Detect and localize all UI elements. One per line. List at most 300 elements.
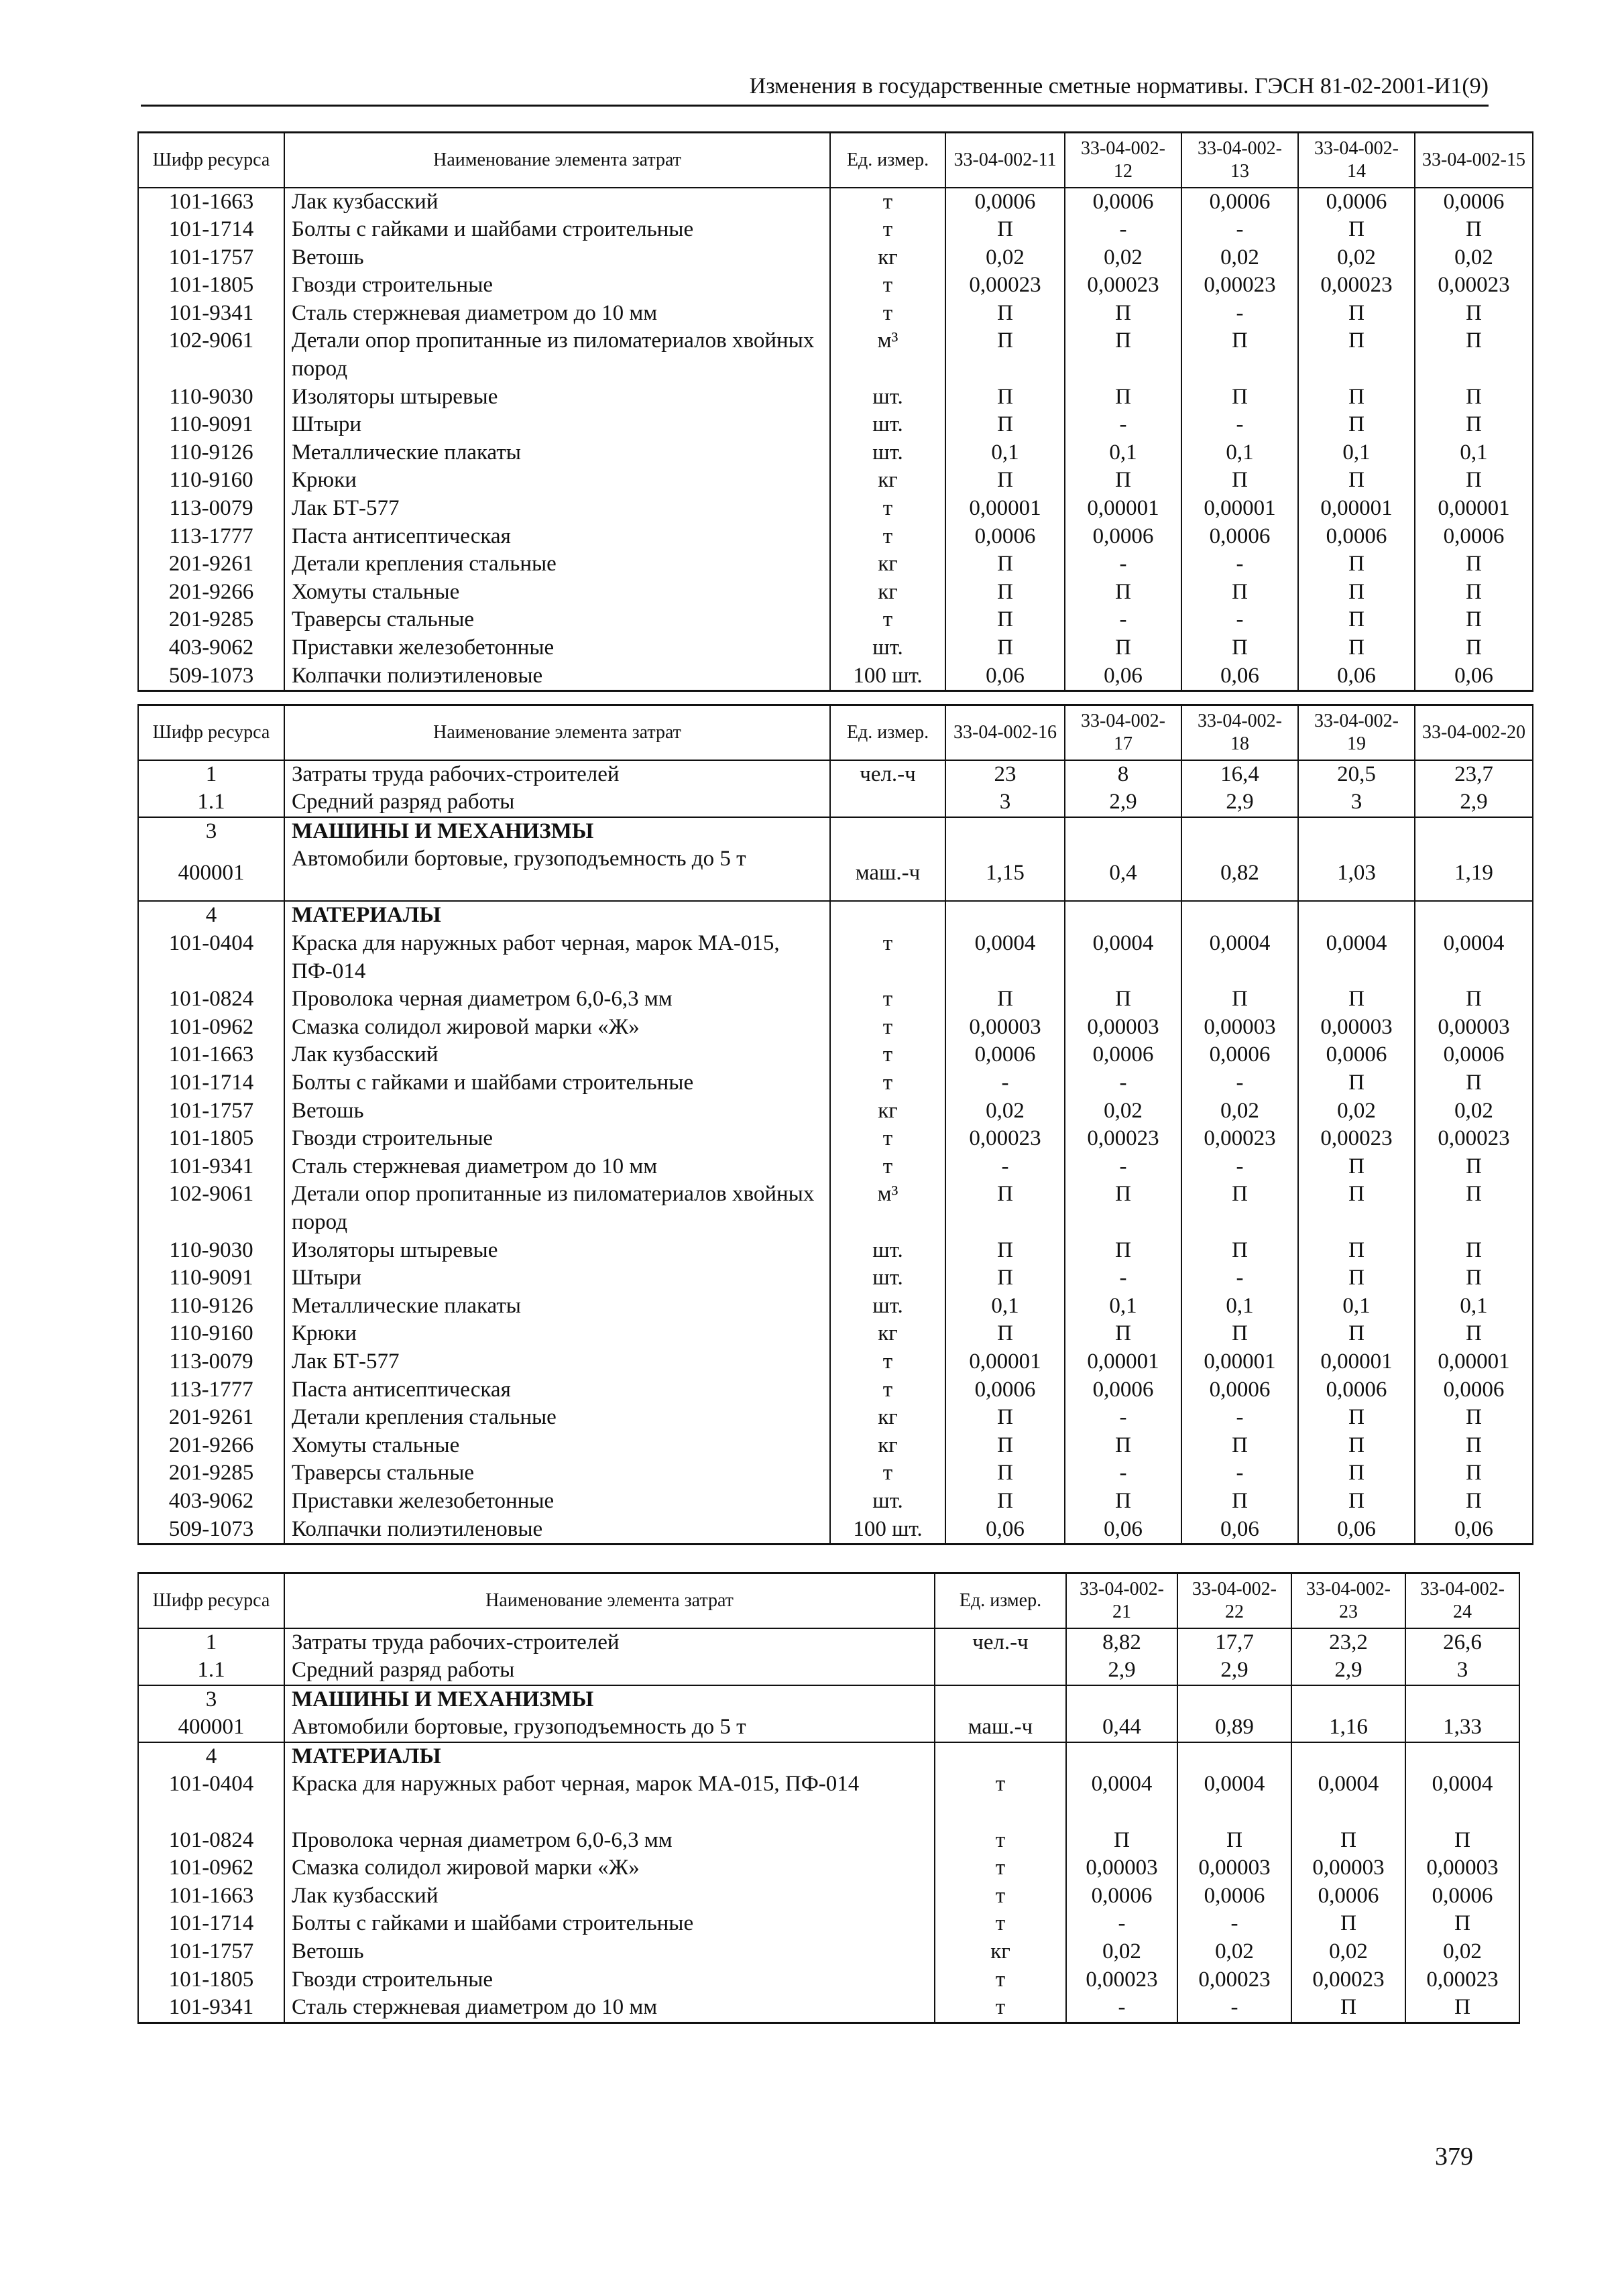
resource-code: 101-1714 [138, 216, 284, 244]
resource-name: Детали опор пропитанные из пиломатериалов хвойных пород [284, 1181, 830, 1236]
norm-value [1298, 901, 1415, 930]
norm-value: 0,06 [945, 662, 1065, 691]
resource-name: Крюки [284, 467, 830, 495]
norm-value: 0,00023 [1291, 1966, 1405, 1994]
resource-unit: чел.-ч [830, 760, 945, 789]
header-norm-code: 33-04-002-15 [1415, 133, 1533, 188]
resource-code: 101-0404 [138, 1770, 284, 1826]
norm-value: 17,7 [1177, 1628, 1291, 1657]
resource-code: 201-9261 [138, 1404, 284, 1432]
norm-value: 0,02 [1066, 1938, 1177, 1966]
norm-value: 0,0006 [1415, 523, 1533, 551]
norm-value [1291, 1742, 1405, 1771]
resource-code: 110-9030 [138, 1237, 284, 1265]
norm-value: П [945, 1320, 1065, 1348]
norm-value: П [1298, 1459, 1415, 1488]
norm-value: 0,1 [1065, 1292, 1181, 1321]
norm-value: 0,00023 [945, 271, 1065, 300]
norm-value [945, 901, 1065, 930]
norm-value: 0,1 [1298, 439, 1415, 467]
norm-value: П [1415, 1459, 1533, 1488]
resource-unit: шт. [830, 1237, 945, 1265]
norm-value: 0,06 [945, 1516, 1065, 1545]
resource-code: 101-1663 [138, 1882, 284, 1911]
table-header-row [138, 133, 1533, 188]
norm-value: П [1181, 1237, 1298, 1265]
norm-value: 1,19 [1415, 845, 1533, 901]
norm-value: - [1065, 216, 1181, 244]
norm-value: - [1181, 411, 1298, 439]
norm-value: П [1065, 634, 1181, 662]
resource-name: Смазка солидол жировой марки «Ж» [284, 1014, 830, 1042]
norm-value: П [1298, 1181, 1415, 1236]
resource-name: Металлические плакаты [284, 1292, 830, 1321]
header-name: Наименование элемента затрат [284, 705, 830, 760]
resource-unit: маш.-ч [830, 845, 945, 901]
norm-value: П [945, 985, 1065, 1014]
resource-code: 101-0962 [138, 1854, 284, 1882]
norm-value: 0,00003 [1066, 1854, 1177, 1882]
norm-value: - [1181, 1404, 1298, 1432]
header-norm-code: 33-04-002-17 [1065, 705, 1181, 760]
resource-unit: т [830, 606, 945, 634]
norm-value: П [1298, 1404, 1415, 1432]
table-row [138, 300, 1533, 328]
norm-value: - [1181, 606, 1298, 634]
norm-value: 26,6 [1405, 1628, 1519, 1657]
norm-value: 0,0006 [1291, 1882, 1405, 1911]
norm-value [1298, 817, 1415, 846]
norm-value: П [1181, 1320, 1298, 1348]
norm-value: 0,0004 [1181, 930, 1298, 985]
norm-value: - [1181, 550, 1298, 579]
norm-value: П [1405, 1827, 1519, 1855]
resource-code: 201-9285 [138, 1459, 284, 1488]
resource-name: Металлические плакаты [284, 439, 830, 467]
resource-name: Колпачки полиэтиленовые [284, 662, 830, 691]
table-header-row [138, 705, 1533, 760]
norm-value: П [1065, 1488, 1181, 1516]
resource-code: 101-1714 [138, 1069, 284, 1097]
resource-unit: кг [830, 244, 945, 272]
norm-value: П [1298, 1488, 1415, 1516]
norm-value: 0,0006 [945, 1376, 1065, 1404]
norm-value: П [945, 467, 1065, 495]
resource-code: 1.1 [138, 1656, 284, 1685]
norm-value: 0,1 [1181, 439, 1298, 467]
resource-unit: т [935, 1770, 1066, 1826]
norm-value: П [1298, 411, 1415, 439]
norm-value: 3 [1405, 1656, 1519, 1685]
resource-unit: м³ [830, 1181, 945, 1236]
table-row [138, 760, 1533, 789]
resource-name: Изоляторы штыревые [284, 383, 830, 412]
norm-value: - [1065, 606, 1181, 634]
norm-value: П [1065, 985, 1181, 1014]
header-code: Шифр ресурса [138, 1573, 284, 1628]
resource-code: 101-1663 [138, 188, 284, 217]
norm-value: 0,0006 [1065, 523, 1181, 551]
norm-value: 0,00003 [1181, 1014, 1298, 1042]
table-row [138, 1376, 1533, 1404]
table-row [138, 495, 1533, 523]
resource-code: 110-9126 [138, 1292, 284, 1321]
table-row [138, 1770, 1519, 1826]
norm-value: - [1065, 1264, 1181, 1292]
table-row [138, 1181, 1533, 1236]
resource-unit: т [830, 523, 945, 551]
norm-value: 0,02 [1298, 1097, 1415, 1126]
norm-value: П [1415, 1432, 1533, 1460]
norm-value: П [1181, 467, 1298, 495]
norm-value: 0,0006 [1181, 1041, 1298, 1069]
resource-name: Крюки [284, 1320, 830, 1348]
resource-unit: кг [830, 1320, 945, 1348]
header-code: Шифр ресурса [138, 133, 284, 188]
norm-value: - [1181, 1153, 1298, 1181]
norm-value: 0,00023 [945, 1125, 1065, 1153]
header-norm-code: 33-04-002-19 [1298, 705, 1415, 760]
resource-unit: т [830, 300, 945, 328]
resource-name: Болты с гайками и шайбами строительные [284, 1910, 935, 1938]
resource-code: 4 [138, 901, 284, 930]
norm-value: 0,02 [1291, 1938, 1405, 1966]
header-name: Наименование элемента затрат [284, 133, 830, 188]
header-norm-code: 33-04-002-13 [1181, 133, 1298, 188]
resource-unit: кг [830, 1432, 945, 1460]
norm-value: П [945, 327, 1065, 383]
norm-value: 0,44 [1066, 1713, 1177, 1742]
table-row [138, 662, 1533, 691]
norm-value: П [945, 1459, 1065, 1488]
table-row [138, 327, 1533, 383]
resource-name: Паста антисептическая [284, 523, 830, 551]
resource-unit: чел.-ч [935, 1628, 1066, 1657]
section-title: МАШИНЫ И МЕХАНИЗМЫ [284, 1685, 935, 1714]
norm-value: 8 [1065, 760, 1181, 789]
table-row [138, 1966, 1519, 1994]
norm-value: П [945, 606, 1065, 634]
resource-name: Средний разряд работы [284, 788, 830, 817]
norm-value: 0,06 [1181, 1516, 1298, 1545]
header-norm-code: 33-04-002-12 [1065, 133, 1181, 188]
norm-value: 1,33 [1405, 1713, 1519, 1742]
norm-value: 0,0006 [945, 1041, 1065, 1069]
norm-value: 0,00023 [1415, 1125, 1533, 1153]
norm-value [1405, 1685, 1519, 1714]
norm-value: П [945, 1237, 1065, 1265]
resource-name: Ветошь [284, 1938, 935, 1966]
table-row [138, 1320, 1533, 1348]
resource-name: Ветошь [284, 244, 830, 272]
norm-value: 23 [945, 760, 1065, 789]
table-row [138, 788, 1533, 817]
norm-value: 0,00023 [1181, 271, 1298, 300]
norm-value: - [1065, 1153, 1181, 1181]
norm-value: 0,00023 [1177, 1966, 1291, 1994]
norm-value: П [1065, 1237, 1181, 1265]
resource-code: 201-9261 [138, 550, 284, 579]
norm-value: 0,0006 [1415, 1376, 1533, 1404]
norm-value: 2,9 [1181, 788, 1298, 817]
resource-name: Хомуты стальные [284, 579, 830, 607]
norm-value: - [1065, 1459, 1181, 1488]
norm-value: 0,0004 [945, 930, 1065, 985]
norm-value: П [1415, 1069, 1533, 1097]
norm-value: 20,5 [1298, 760, 1415, 789]
norm-value: 0,1 [945, 439, 1065, 467]
table-header-row [138, 1573, 1519, 1628]
norm-value: 0,1 [1298, 1292, 1415, 1321]
norm-value: - [1181, 1069, 1298, 1097]
resource-unit: шт. [830, 383, 945, 412]
norm-value: П [1065, 579, 1181, 607]
resource-code: 4 [138, 1742, 284, 1771]
norm-value: 0,0004 [1066, 1770, 1177, 1826]
norm-value: 0,06 [1065, 662, 1181, 691]
norm-value: П [1298, 467, 1415, 495]
table-row [138, 1827, 1519, 1855]
norm-value: 0,02 [1181, 1097, 1298, 1126]
resource-unit: кг [830, 467, 945, 495]
norm-value: 1,16 [1291, 1713, 1405, 1742]
norm-value: 8,82 [1066, 1628, 1177, 1657]
norm-value: П [1415, 411, 1533, 439]
resource-unit: маш.-ч [935, 1713, 1066, 1742]
resource-unit: т [830, 271, 945, 300]
resource-name: Смазка солидол жировой марки «Ж» [284, 1854, 935, 1882]
resource-code: 110-9030 [138, 383, 284, 412]
resource-name: Детали крепления стальные [284, 550, 830, 579]
norm-value [1291, 1685, 1405, 1714]
norm-value: 0,0006 [1415, 1041, 1533, 1069]
resource-unit: т [830, 1153, 945, 1181]
norm-value: 0,0004 [1065, 930, 1181, 985]
norm-value: 0,0006 [1065, 1376, 1181, 1404]
resource-code: 110-9126 [138, 439, 284, 467]
norm-value: П [1298, 327, 1415, 383]
norm-value: 0,1 [1415, 1292, 1533, 1321]
table-row [138, 1628, 1519, 1657]
norm-value: П [1181, 1181, 1298, 1236]
norm-value: П [1181, 579, 1298, 607]
resource-code: 101-9341 [138, 1994, 284, 2022]
resource-unit: т [830, 985, 945, 1014]
section-row [138, 1685, 1519, 1714]
resource-name: Краска для наружных работ черная, марок МА-015, ПФ-014 [284, 930, 830, 985]
resource-name: Затраты труда рабочих-строителей [284, 1628, 935, 1657]
resource-code: 3 [138, 1685, 284, 1714]
norm-value: 3 [1298, 788, 1415, 817]
norm-value: - [945, 1153, 1065, 1181]
norm-value: П [945, 1181, 1065, 1236]
resource-name: Изоляторы штыревые [284, 1237, 830, 1265]
resource-name: Затраты труда рабочих-строителей [284, 760, 830, 789]
norm-value: П [1291, 1910, 1405, 1938]
table-row [138, 439, 1533, 467]
resource-unit: кг [935, 1938, 1066, 1966]
resource-code: 403-9062 [138, 1488, 284, 1516]
resource-unit: м³ [830, 327, 945, 383]
norm-value: - [1181, 1264, 1298, 1292]
norm-value: П [1181, 1432, 1298, 1460]
resource-name: Гвозди строительные [284, 1966, 935, 1994]
norm-value: П [945, 216, 1065, 244]
resource-unit: т [830, 1459, 945, 1488]
header-norm-code: 33-04-002-21 [1066, 1573, 1177, 1628]
norm-value: 0,02 [1405, 1938, 1519, 1966]
resource-unit [830, 817, 945, 846]
norm-value: П [1415, 1264, 1533, 1292]
norm-value: 0,06 [1298, 662, 1415, 691]
resource-code: 201-9285 [138, 606, 284, 634]
table-row [138, 550, 1533, 579]
resource-name: Гвозди строительные [284, 271, 830, 300]
table-row [138, 1656, 1519, 1685]
resource-unit: т [935, 1882, 1066, 1911]
norm-value: 0,00001 [1181, 1348, 1298, 1376]
resource-code: 113-0079 [138, 1348, 284, 1376]
resource-unit: шт. [830, 1488, 945, 1516]
header-code: Шифр ресурса [138, 705, 284, 760]
resource-code: 1 [138, 1628, 284, 1657]
header-norm-code: 33-04-002-22 [1177, 1573, 1291, 1628]
norm-value: - [1177, 1910, 1291, 1938]
table-row [138, 1910, 1519, 1938]
resource-code: 101-1663 [138, 1041, 284, 1069]
norm-value: П [1415, 1404, 1533, 1432]
resource-name: Паста антисептическая [284, 1376, 830, 1404]
norm-value [1415, 901, 1533, 930]
norm-value: 0,02 [945, 244, 1065, 272]
norm-value: П [945, 1404, 1065, 1432]
norm-value: 0,00003 [1177, 1854, 1291, 1882]
section-row [138, 901, 1533, 930]
norm-value: 0,00003 [1298, 1014, 1415, 1042]
resource-name: Штыри [284, 411, 830, 439]
norm-value: 0,0006 [1298, 1376, 1415, 1404]
norm-value: 23,2 [1291, 1628, 1405, 1657]
resource-name: Средний разряд работы [284, 1656, 935, 1685]
norm-value: 0,0006 [1065, 188, 1181, 217]
section-row [138, 1742, 1519, 1771]
resource-unit: т [830, 930, 945, 985]
resource-unit: т [935, 1854, 1066, 1882]
norm-value: 0,06 [1415, 662, 1533, 691]
header-norm-code: 33-04-002-14 [1298, 133, 1415, 188]
resource-code: 403-9062 [138, 634, 284, 662]
header-unit: Ед. измер. [830, 133, 945, 188]
norm-value: 0,0006 [1415, 188, 1533, 217]
resource-unit: т [830, 1348, 945, 1376]
resource-unit: т [935, 1910, 1066, 1938]
norm-value: 0,0006 [945, 523, 1065, 551]
resource-code: 110-9160 [138, 1320, 284, 1348]
resource-unit: т [830, 1125, 945, 1153]
norm-value: 0,02 [1415, 244, 1533, 272]
resource-name: Болты с гайками и шайбами строительные [284, 216, 830, 244]
section-row [138, 817, 1533, 846]
resource-code: 1.1 [138, 788, 284, 817]
table-row [138, 1882, 1519, 1911]
norm-value: П [1415, 606, 1533, 634]
norm-value: 0,06 [1415, 1516, 1533, 1545]
resource-name: Приставки железобетонные [284, 634, 830, 662]
norm-value: П [1181, 1488, 1298, 1516]
norm-value: 0,00023 [1298, 1125, 1415, 1153]
resource-unit: т [935, 1827, 1066, 1855]
table-row [138, 634, 1533, 662]
resource-unit [935, 1742, 1066, 1771]
table-row [138, 1014, 1533, 1042]
norm-value [1066, 1685, 1177, 1714]
table-row [138, 606, 1533, 634]
resource-name: Лак БТ-577 [284, 1348, 830, 1376]
norm-value: П [1298, 1153, 1415, 1181]
resource-code: 102-9061 [138, 1181, 284, 1236]
norm-value: 0,02 [1065, 1097, 1181, 1126]
header-norm-code: 33-04-002-23 [1291, 1573, 1405, 1628]
norm-value [945, 817, 1065, 846]
norm-value: П [1415, 383, 1533, 412]
norm-value: 0,1 [1065, 439, 1181, 467]
table-row [138, 1488, 1533, 1516]
norm-value: 0,06 [1298, 1516, 1415, 1545]
norm-value: П [1415, 300, 1533, 328]
norm-value: П [1181, 634, 1298, 662]
resource-code: 101-1714 [138, 1910, 284, 1938]
norm-value: 2,9 [1065, 788, 1181, 817]
resource-unit: шт. [830, 439, 945, 467]
norm-value: 0,00003 [1405, 1854, 1519, 1882]
norm-value: П [1415, 579, 1533, 607]
resource-code: 113-0079 [138, 495, 284, 523]
norm-value: 0,0006 [1405, 1882, 1519, 1911]
header-norm-code: 33-04-002-24 [1405, 1573, 1519, 1628]
norm-value: 0,0004 [1177, 1770, 1291, 1826]
resource-unit: т [830, 1014, 945, 1042]
norm-value: 0,00001 [1065, 495, 1181, 523]
resource-name: Детали опор пропитанные из пиломатериалов хвойных пород [284, 327, 830, 383]
norm-value: П [1415, 985, 1533, 1014]
running-header: Изменения в государственные сметные нормативы. ГЭСН 81-02-2001-И1(9) [141, 71, 1489, 107]
table-row [138, 1348, 1533, 1376]
section-title: МАТЕРИАЛЫ [284, 901, 830, 930]
norm-value: П [1405, 1994, 1519, 2022]
resource-code: 400001 [138, 1713, 284, 1742]
table-row [138, 1938, 1519, 1966]
norm-value: П [1065, 467, 1181, 495]
norm-value: 0,00023 [1298, 271, 1415, 300]
resource-unit: т [935, 1994, 1066, 2022]
table-row [138, 985, 1533, 1014]
table-row [138, 1854, 1519, 1882]
norm-value: 0,06 [1065, 1516, 1181, 1545]
norm-value: 0,00001 [945, 495, 1065, 523]
norm-value: 0,02 [945, 1097, 1065, 1126]
norm-value: 1,15 [945, 845, 1065, 901]
norm-value: - [1181, 216, 1298, 244]
norm-value: П [1298, 300, 1415, 328]
table-row [138, 1459, 1533, 1488]
norm-value [1065, 901, 1181, 930]
resource-code: 101-1805 [138, 1125, 284, 1153]
resource-name: Лак кузбасский [284, 1041, 830, 1069]
resource-name: Автомобили бортовые, грузоподъемность до 5 т [284, 1713, 935, 1742]
resource-unit: кг [830, 550, 945, 579]
norm-value: П [1298, 550, 1415, 579]
table-row [138, 383, 1533, 412]
